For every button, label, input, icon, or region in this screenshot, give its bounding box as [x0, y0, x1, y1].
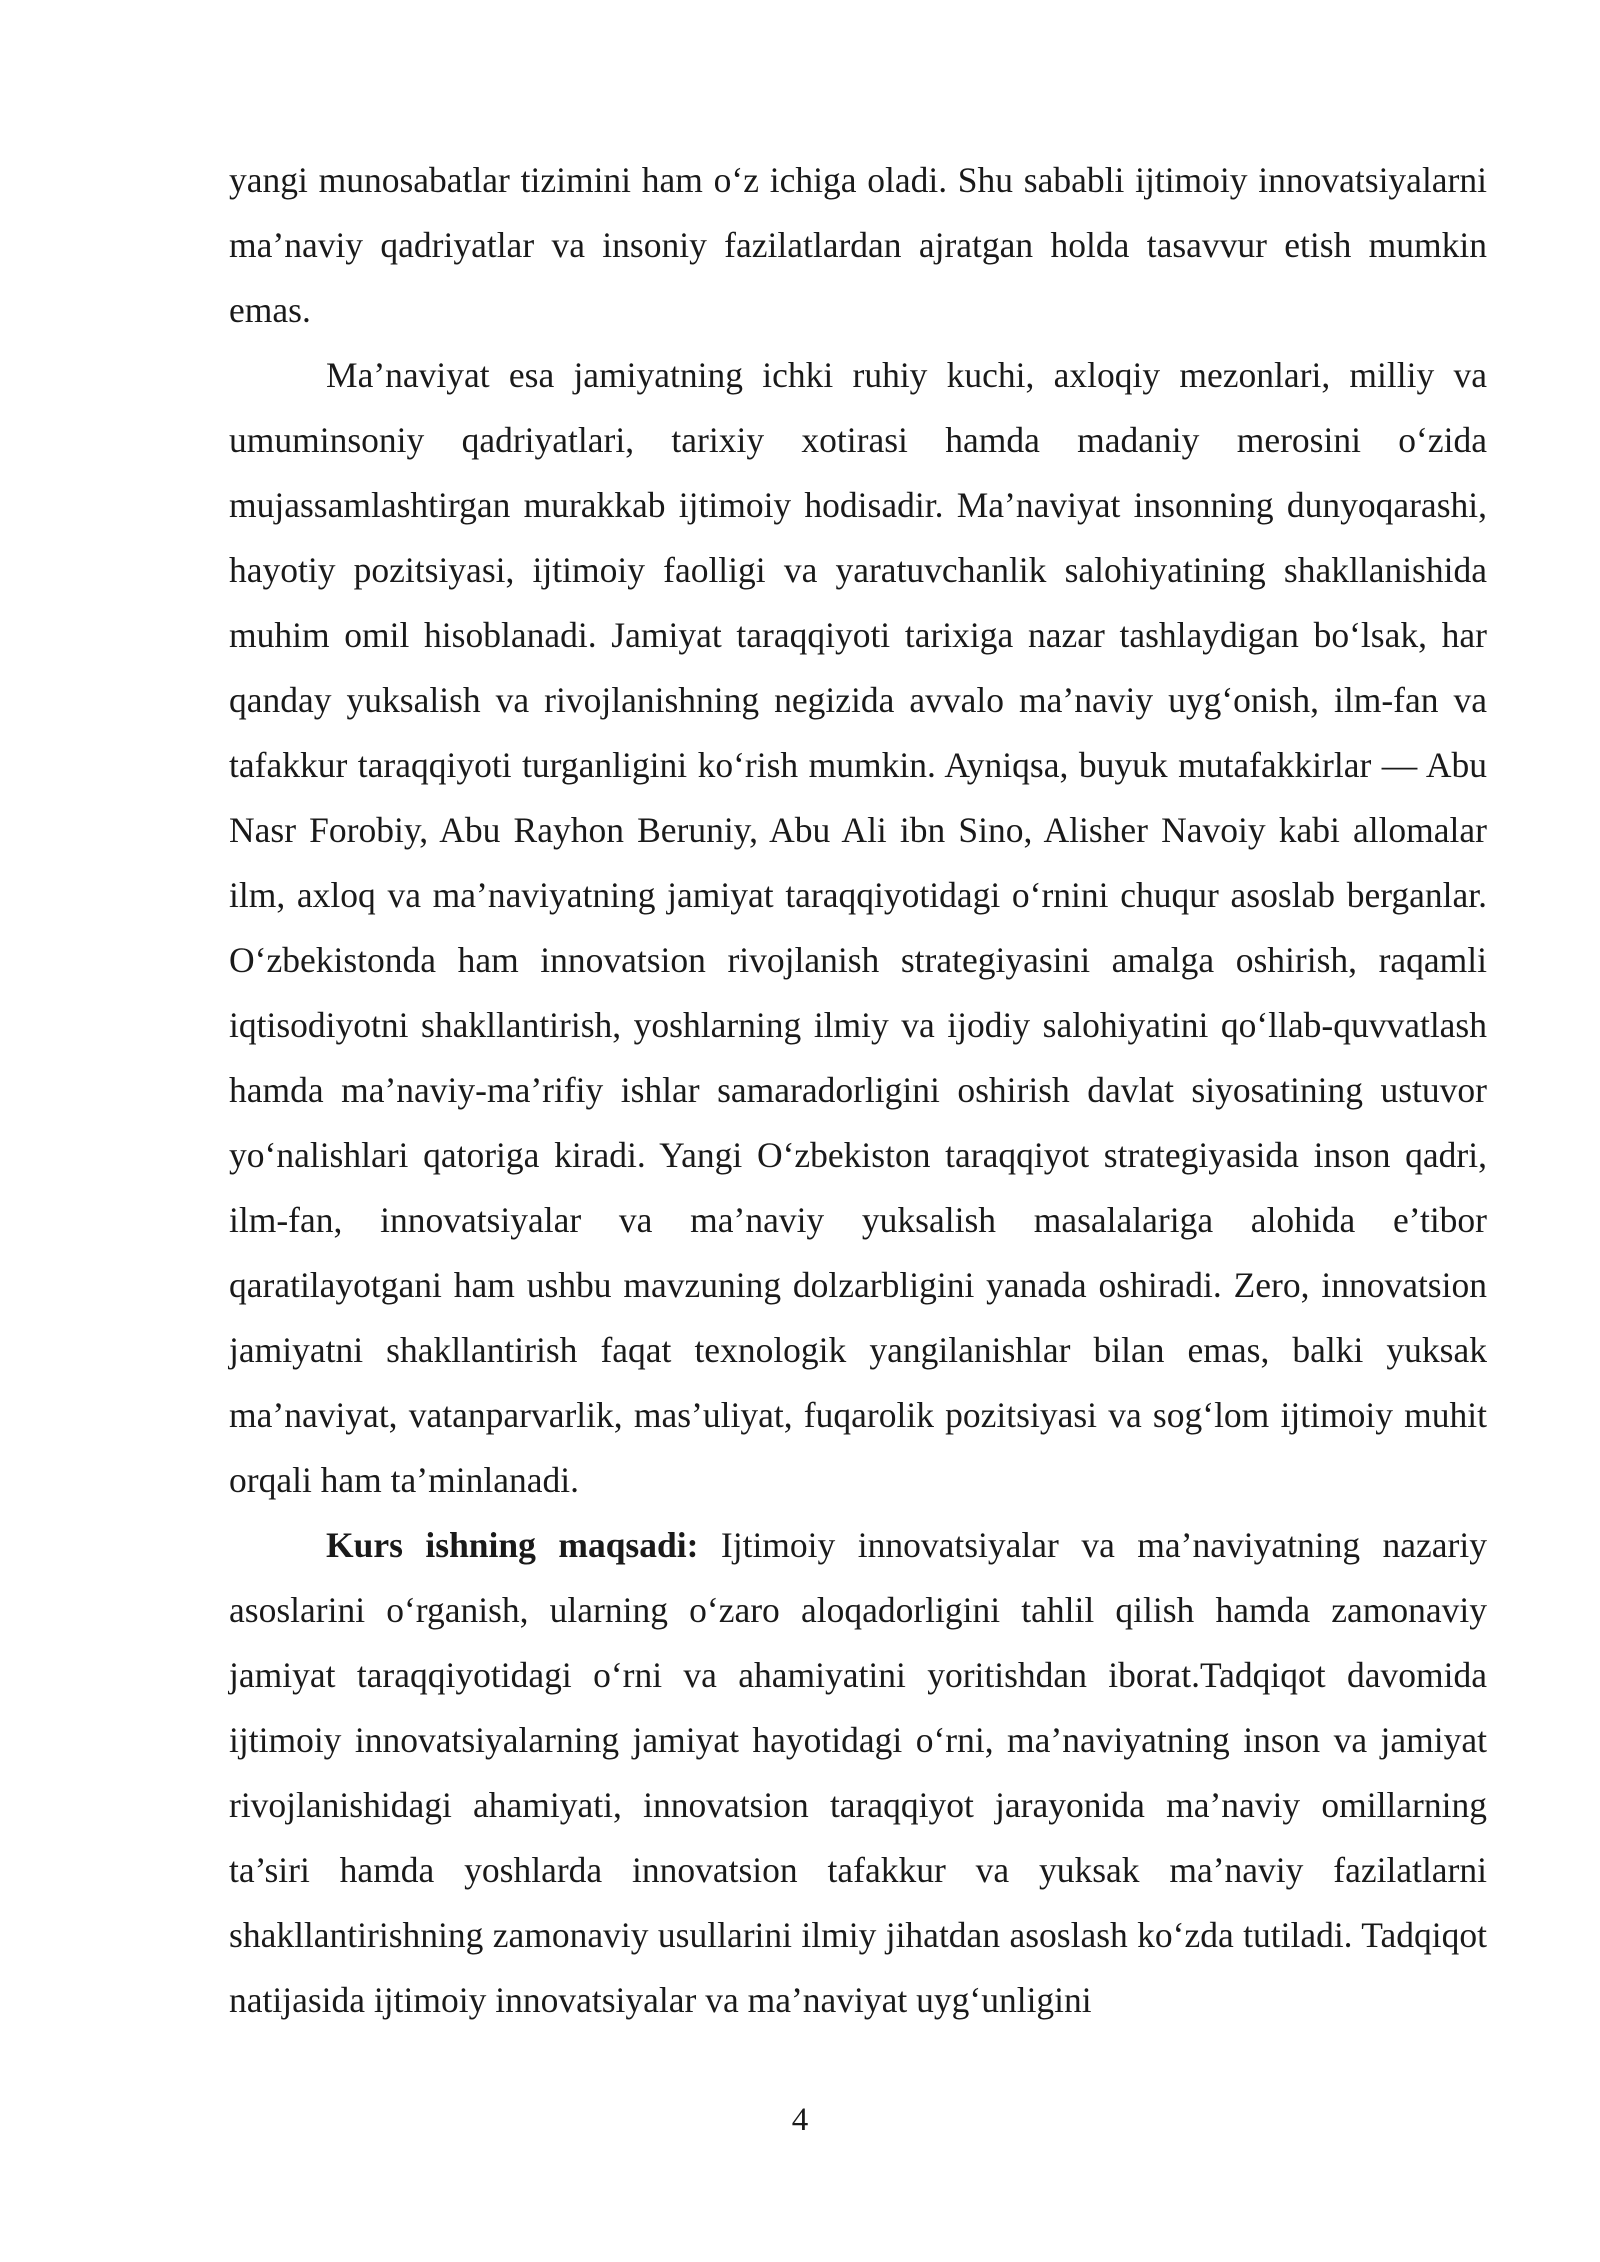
course-goal-text: Ijtimoiy innovatsiyalar va ma’naviyatning nazariy asoslarini o‘rganish, ularning o‘zaro aloqadorligini tahlil qilish hamda zamonaviy jamiyat taraqqiyotidagi o‘rni va ahamiyatini yoritishdan iborat.Tadqiqot davomida ijtimoiy innovatsiyalarning jamiyat hayotidagi o‘rni, ma’naviyatning inson va jamiyat rivojlanishidagi ahamiyati, innovatsion taraqqiyot jarayonida ma’naviy omillarning ta’siri hamda yoshlarda innovatsion tafakkur va yuksak ma’naviy fazilatlarni shakllantirishning zamonaviy usullarini ilmiy jihatdan asoslash ko‘zda tutiladi. Tadqiqot natijasida ijtimoiy innovatsiyalar va ma’naviyat uyg‘unligini	[229, 1525, 1487, 2020]
paragraph-continuation: yangi munosabatlar tizimini ham o‘z ichiga oladi. Shu sababli ijtimoiy innovatsiyalarni ma’naviy qadriyatlar va insoniy fazilatlardan ajratgan holda tasavvur etish mumkin emas.	[229, 160, 1487, 330]
paragraph-spirituality: Ma’naviyat esa jamiyatning ichki ruhiy kuchi, axloqiy mezonlari, milliy va umuminsoniy qadriyatlari, tarixiy xotirasi hamda madaniy merosini o‘zida mujassamlashtirgan murakkab ijtimoiy hodisadir. Ma’naviyat insonning dunyoqarashi, hayotiy pozitsiyasi, ijtimoiy faolligi va yaratuvchanlik salohiyatining shakllanishida muhim omil hisoblanadi. Jamiyat taraqqiyoti tarixiga nazar tashlaydigan bo‘lsak, har qanday yuksalish va rivojlanishning negizida avvalo ma’naviy uyg‘onish, ilm-fan va tafakkur taraqqiyoti turganligini ko‘rish mumkin. Ayniqsa, buyuk mutafakkirlar — Abu Nasr Forobiy, Abu Rayhon Beruniy, Abu Ali ibn Sino, Alisher Navoiy kabi allomalar ilm, axloq va ma’naviyatning jamiyat taraqqiyotidagi o‘rnini chuqur asoslab berganlar. O‘zbekistonda ham innovatsion rivojlanish strategiyasini amalga oshirish, raqamli iqtisodiyotni shakllantirish, yoshlarning ilmiy va ijodiy salohiyatini qo‘llab-quvvatlash hamda ma’naviy-ma’rifiy ishlar samaradorligini oshirish davlat siyosatining ustuvor yo‘nalishlari qatoriga kiradi. Yangi O‘zbekiston taraqqiyot strategiyasida inson qadri, ilm-fan, innovatsiyalar va ma’naviy yuksalish masalalariga alohida e’tibor qaratilayotgani ham ushbu mavzuning dolzarbligini yanada oshiradi. Zero, innovatsion jamiyatni shakllantirish faqat texnologik yangilanishlar bilan emas, balki yuksak ma’naviyat, vatanparvarlik, mas’uliyat, fuqarolik pozitsiyasi va sog‘lom ijtimoiy muhit orqali ham ta’minlanadi.	[229, 355, 1487, 1500]
page-number: 4	[791, 2102, 809, 2138]
paragraph-course-goal	[229, 1513, 1487, 2033]
body-text	[229, 148, 1487, 2033]
course-goal-heading: Kurs ishning maqsadi:	[326, 1525, 699, 1565]
